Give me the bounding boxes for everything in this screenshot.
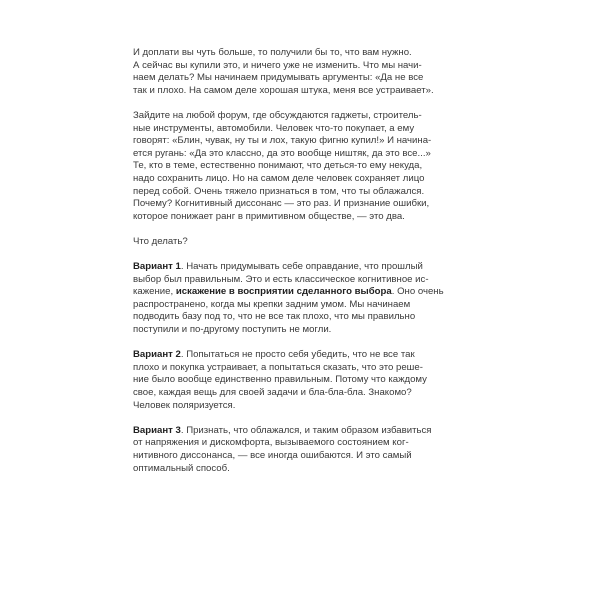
paragraph-2: [133, 110, 473, 223]
text-line: Те, кто в теме, естественно понимают, что деться-то ему некуда,: [133, 160, 423, 172]
text-line: свое, каждая вещь для своей задачи и бла-бла-бла. Знакомо?: [133, 387, 412, 399]
text-line: ется ругань: «Да это классно, да это вообще ништяк, да это все...»: [133, 147, 431, 159]
text-line: от напряжения и дискомфорта, вызываемого состоянием ког-: [133, 437, 409, 449]
variant-label: Вариант 3: [133, 424, 181, 436]
text-line: выбор был правильным. Это и есть классическое когнитивное ис-: [133, 273, 429, 285]
text-line: нитивного диссонанса, — все иногда ошибаются. И это самый: [133, 450, 412, 461]
text-line: Зайдите на любой форум, где обсуждаются гаджеты, строитель-: [133, 109, 422, 121]
emphasis-text: искажение в восприятии сделанного выбора: [175, 286, 392, 298]
text-line: ные инструменты, автомобили. Человек что-то покупает, а ему: [133, 122, 415, 134]
paragraph-variant-1: [133, 261, 473, 337]
text-line: [133, 286, 473, 299]
paragraph-3: [133, 236, 473, 249]
text-line: плохо и покупка устраивает, а попытаться сказать, что это реше-: [133, 361, 423, 373]
variant-label: Вариант 2: [133, 349, 181, 361]
text-line: ние было вообще единственно правильным. Потому что каждому: [133, 374, 427, 386]
text-fragment: . Попытаться не просто себя убедить, что не все так: [180, 349, 415, 361]
paragraph-1: [133, 47, 473, 97]
text-fragment: кажение,: [133, 286, 174, 298]
text-line: перед собой. Очень тяжело признаться в том, что ты облажался.: [133, 185, 425, 197]
text-line: распространено, когда мы крепки задним умом. Мы начинаем: [133, 298, 411, 310]
paragraph-variant-3: [133, 425, 473, 475]
body-text: [133, 47, 473, 488]
text-line: подводить базу под то, что не все так плохо, что мы правильно: [133, 311, 416, 323]
text-line: надо сохранить лицо. Но на самом деле человек сохраняет лицо: [133, 172, 425, 184]
text-line: оптимальный способ.: [133, 462, 230, 474]
text-line: И доплати вы чуть больше, то получили бы то, что вам нужно.: [133, 47, 412, 58]
question-line: Что делать?: [133, 235, 188, 247]
text-line: поступили и по-другому поступить не могли.: [133, 324, 332, 336]
paragraph-variant-2: [133, 349, 473, 412]
text-fragment: . Начать придумывать себе оправдание, что прошлый: [180, 261, 423, 273]
text-line: Человек поляризуется.: [133, 399, 236, 411]
text-line: [133, 425, 473, 438]
text-line: так и плохо. На самом деле хорошая штука, меня все устраивает».: [133, 84, 434, 96]
text-line: Почему? Когнитивный диссонанс — это раз. И признание ошибки,: [133, 198, 430, 210]
variant-label: Вариант 1: [133, 261, 181, 273]
text-line: наем делать? Мы начинаем придумывать аргументы: «Да не все: [133, 72, 424, 84]
text-fragment: . Оно очень: [391, 286, 444, 298]
text-line: [133, 261, 473, 274]
text-line: которое понижает ранг в примитивном обществе, — это два.: [133, 210, 405, 222]
text-line: говорят: «Блин, чувак, ну ты и лох, такую фигню купил!» И начина-: [133, 135, 432, 147]
text-line: А сейчас вы купили это, и ничего уже не изменить. Что мы начи-: [133, 59, 422, 71]
text-line: [133, 349, 473, 362]
text-fragment: . Признать, что облажался, и таким образом избавиться: [180, 424, 432, 436]
